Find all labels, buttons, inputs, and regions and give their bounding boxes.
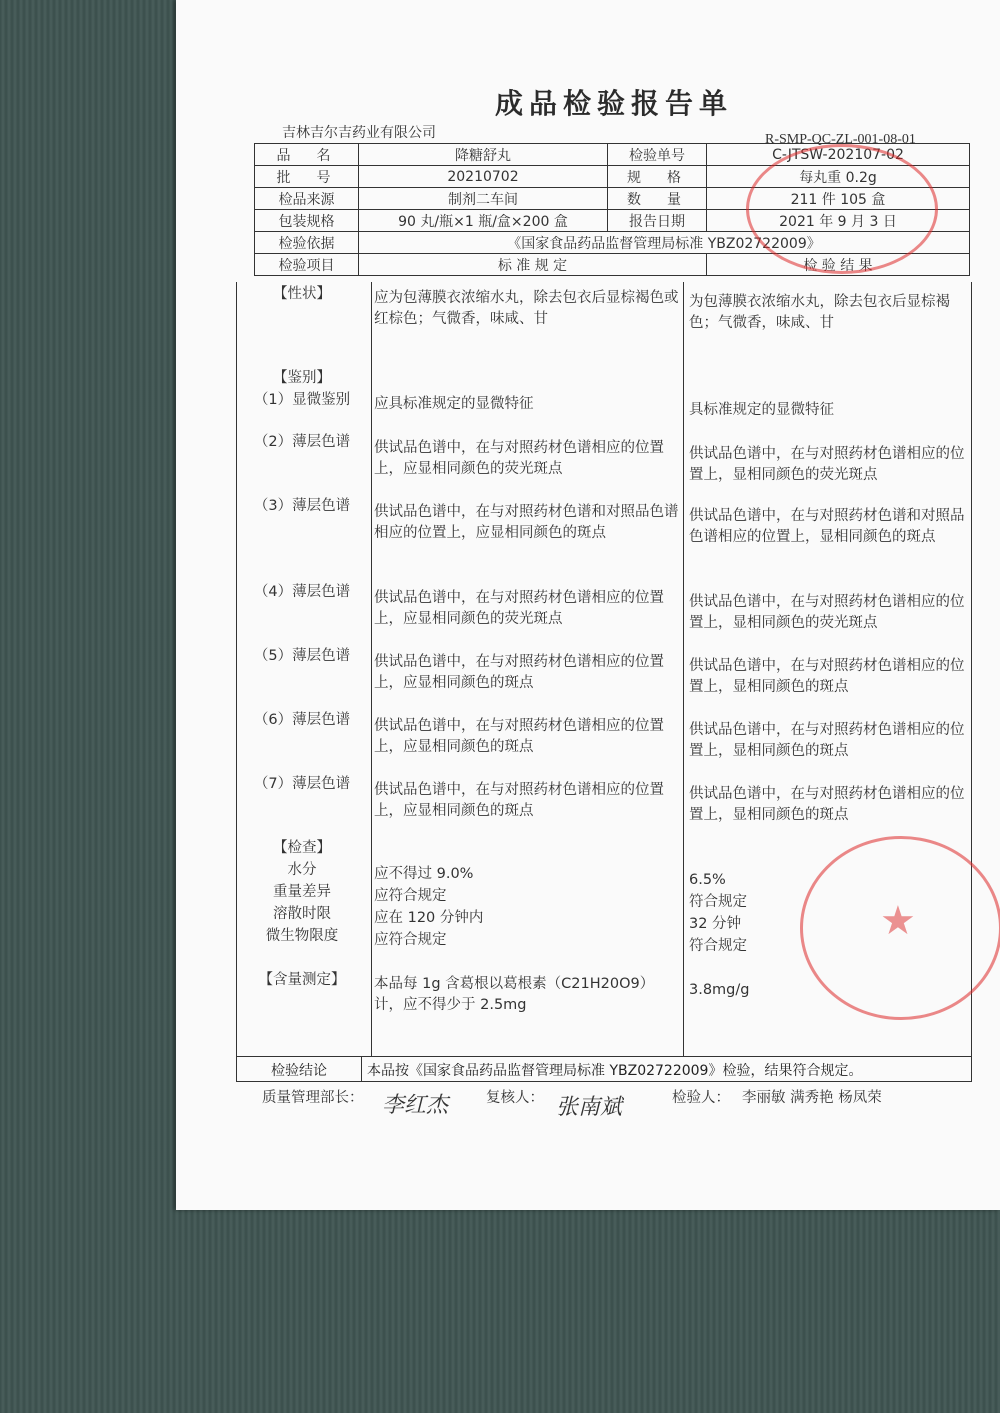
std-tlc-4: 供试品色谱中，在与对照药材色谱相应的位置上，应显相同颜色的荧光斑点 xyxy=(374,590,664,627)
std-appearance: 应为包薄膜衣浓缩水丸，除去包衣后显棕褐色或红棕色；气微香，味咸、甘 xyxy=(374,290,679,327)
std-assay: 本品每 1g 含葛根以葛根素（C21H20O9）计，应不得少于 2.5mg xyxy=(374,976,655,1013)
inspect-no-value: C-JTSW-202107-02 xyxy=(707,144,970,166)
product-value: 降糖舒丸 xyxy=(359,144,608,166)
std-tlc-6: 供试品色谱中，在与对照药材色谱相应的位置上，应显相同颜色的斑点 xyxy=(374,718,664,755)
res-microscopic: 具标准规定的显微特征 xyxy=(689,402,834,418)
qa-label: 质量管理部长： xyxy=(262,1090,364,1106)
company-name: 吉林吉尔吉药业有限公司 xyxy=(282,125,436,141)
product-label: 品 名 xyxy=(255,144,359,166)
res-microbial: 符合规定 xyxy=(689,938,747,954)
seal-star-icon: ★ xyxy=(880,898,916,944)
res-disintegration: 32 分钟 xyxy=(689,916,742,932)
item-tlc-5: （5）薄层色谱 xyxy=(253,648,351,664)
item-tlc-3: （3）薄层色谱 xyxy=(253,498,351,514)
source-label: 检品来源 xyxy=(255,188,359,210)
res-tlc-3: 供试品色谱中，在与对照药材色谱和对照品色谱相应的位置上，显相同颜色的斑点 xyxy=(689,508,965,545)
basis-label: 检验依据 xyxy=(255,232,359,254)
inspector-label: 检验人： xyxy=(672,1090,730,1106)
batch-value: 20210702 xyxy=(359,166,608,188)
std-microscopic: 应具标准规定的显微特征 xyxy=(374,396,534,412)
reviewer-signature: 张南斌 xyxy=(556,1095,623,1120)
item-label: 检验项目 xyxy=(255,254,359,276)
item-tlc-7: （7）薄层色谱 xyxy=(253,776,351,792)
conclusion-row xyxy=(236,1056,972,1082)
package-label: 包装规格 xyxy=(255,210,359,232)
res-tlc-5: 供试品色谱中，在与对照药材色谱相应的位置上，显相同颜色的斑点 xyxy=(689,658,965,695)
std-tlc-5: 供试品色谱中，在与对照药材色谱相应的位置上，应显相同颜色的斑点 xyxy=(374,654,664,691)
res-appearance: 为包薄膜衣浓缩水丸，除去包衣后显棕褐色；气微香，味咸、甘 xyxy=(689,294,950,331)
spec-value: 每丸重 0.2g xyxy=(707,166,970,188)
report-title: 成品检验报告单 xyxy=(495,87,734,120)
item-microbial: 微生物限度 xyxy=(265,928,339,944)
batch-label: 批 号 xyxy=(255,166,359,188)
item-weight: 重量差异 xyxy=(273,884,331,900)
date-value: 2021 年 9 月 3 日 xyxy=(707,210,970,232)
reviewer-label: 复核人： xyxy=(486,1090,544,1106)
std-microbial: 应符合规定 xyxy=(374,932,447,948)
item-disintegration: 溶散时限 xyxy=(273,906,331,922)
item-appearance: 【性状】 xyxy=(273,286,331,302)
res-weight: 符合规定 xyxy=(689,894,747,910)
res-assay: 3.8mg/g xyxy=(689,982,750,998)
column-divider xyxy=(683,282,684,1056)
source-value: 制剂二车间 xyxy=(359,188,608,210)
qty-label: 数 量 xyxy=(608,188,707,210)
qc-seal-stamp xyxy=(746,144,938,274)
item-tlc-2: （2）薄层色谱 xyxy=(253,434,351,450)
conclusion-label: 检验结论 xyxy=(271,1063,327,1079)
std-tlc-7: 供试品色谱中，在与对照药材色谱相应的位置上，应显相同颜色的斑点 xyxy=(374,782,664,819)
item-microscopic: （1）显微鉴别 xyxy=(253,392,351,408)
res-tlc-2: 供试品色谱中，在与对照药材色谱相应的位置上，显相同颜色的荧光斑点 xyxy=(689,446,965,483)
item-assay: 【含量测定】 xyxy=(258,972,346,988)
conclusion-text: 本品按《国家食品药品监督管理局标准 YBZ02722009》检验，结果符合规定。 xyxy=(367,1063,863,1079)
inspect-no-label: 检验单号 xyxy=(608,144,707,166)
section-examination: 【检查】 xyxy=(273,840,331,856)
std-tlc-2: 供试品色谱中，在与对照药材色谱相应的位置上，应显相同颜色的荧光斑点 xyxy=(374,440,664,477)
item-tlc-6: （6）薄层色谱 xyxy=(253,712,351,728)
item-moisture: 水分 xyxy=(287,862,317,878)
qa-signature: 李红杰 xyxy=(382,1093,449,1118)
column-divider xyxy=(371,282,372,1056)
std-weight: 应符合规定 xyxy=(374,888,447,904)
spec-label: 规 格 xyxy=(608,166,707,188)
basis-value: 《国家食品药品监督管理局标准 YBZ02722009》 xyxy=(359,232,970,254)
inspector-names: 李丽敏 满秀艳 杨凤荣 xyxy=(742,1090,882,1106)
std-disintegration: 应在 120 分钟内 xyxy=(374,910,484,926)
column-divider xyxy=(361,1057,362,1081)
result-label: 检 验 结 果 xyxy=(707,254,970,276)
standard-label: 标 准 规 定 xyxy=(359,254,707,276)
res-moisture: 6.5% xyxy=(689,872,726,888)
res-tlc-4: 供试品色谱中，在与对照药材色谱相应的位置上，显相同颜色的荧光斑点 xyxy=(689,594,965,631)
document-number: R-SMP-QC-ZL-001-08-01 xyxy=(765,132,916,147)
std-moisture: 应不得过 9.0% xyxy=(374,866,474,882)
qty-value: 211 件 105 盒 xyxy=(707,188,970,210)
item-tlc-4: （4）薄层色谱 xyxy=(253,584,351,600)
res-tlc-6: 供试品色谱中，在与对照药材色谱相应的位置上，显相同颜色的斑点 xyxy=(689,722,965,759)
date-label: 报告日期 xyxy=(608,210,707,232)
section-identification: 【鉴别】 xyxy=(273,370,331,386)
res-tlc-7: 供试品色谱中，在与对照药材色谱相应的位置上，显相同颜色的斑点 xyxy=(689,786,965,823)
std-tlc-3: 供试品色谱中，在与对照药材色谱和对照品色谱相应的位置上，应显相同颜色的斑点 xyxy=(374,504,679,541)
package-value: 90 丸/瓶×1 瓶/盒×200 盒 xyxy=(359,210,608,232)
